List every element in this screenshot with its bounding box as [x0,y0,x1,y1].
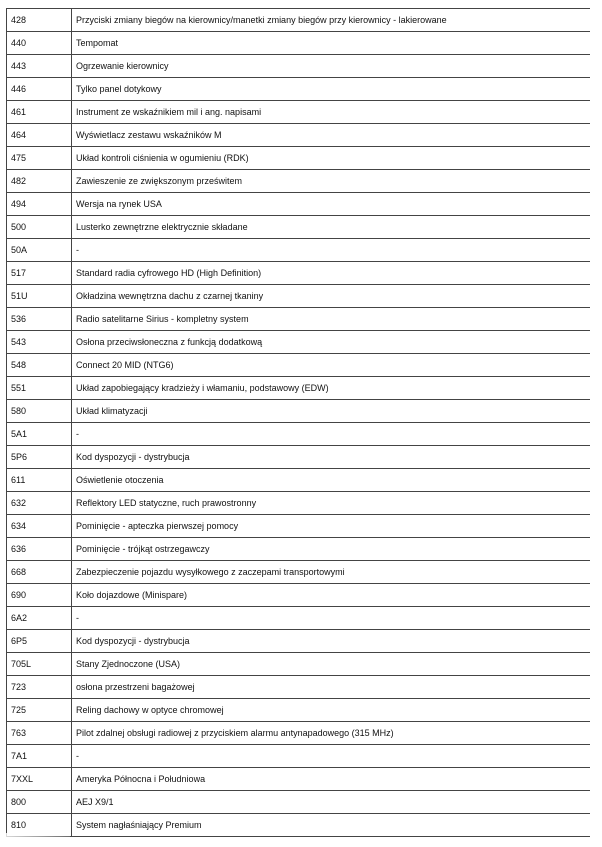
table-row [7,400,591,423]
option-code-cell: 517 [7,262,72,285]
option-code-cell: 536 [7,308,72,331]
table-row [7,584,591,607]
table-row [7,377,591,400]
option-description-cell: Układ zapobiegający kradzieży i włamaniu, podstawowy (EDW) [72,377,591,400]
table-row [7,814,591,837]
option-description-cell: Układ klimatyzacji [72,400,591,423]
option-code-cell: 705L [7,653,72,676]
option-code-cell: 5P6 [7,446,72,469]
table-row [7,9,591,32]
option-description-cell: Pominięcie - trójkąt ostrzegawczy [72,538,591,561]
option-description-cell: Okładzina wewnętrzna dachu z czarnej tkaniny [72,285,591,308]
option-description-cell: Przyciski zmiany biegów na kierownicy/manetki zmiany biegów przy kierownicy - lakierowane [72,9,591,32]
equipment-code-list [6,8,590,847]
option-description-cell: Osłona przeciwsłoneczna z funkcją dodatkową [72,331,591,354]
table-row [7,722,591,745]
table-row [7,170,591,193]
table-row [7,354,591,377]
option-description-cell: Tempomat [72,32,591,55]
option-code-cell: 763 [7,722,72,745]
table-row [7,124,591,147]
table-row [7,446,591,469]
option-description-cell: Kod dyspozycji - dystrybucja [72,630,591,653]
watermark-fade [0,833,70,847]
option-code-cell: 6A2 [7,607,72,630]
option-code-cell: 611 [7,469,72,492]
table-row [7,699,591,722]
option-description-cell: Lusterko zewnętrzne elektrycznie składane [72,216,591,239]
table-row [7,78,591,101]
option-description-cell: Wyświetlacz zestawu wskaźników M [72,124,591,147]
table-row [7,653,591,676]
option-description-cell: Connect 20 MID (NTG6) [72,354,591,377]
option-description-cell: Ameryka Północna i Południowa [72,768,591,791]
option-code-cell: 50A [7,239,72,262]
option-description-cell: Zawieszenie ze zwiększonym prześwitem [72,170,591,193]
table-row [7,630,591,653]
table-row [7,561,591,584]
table-row [7,55,591,78]
option-code-cell: 668 [7,561,72,584]
option-description-cell: - [72,745,591,768]
option-code-cell: 634 [7,515,72,538]
option-description-cell: Wersja na rynek USA [72,193,591,216]
table-row [7,791,591,814]
option-code-cell: 51U [7,285,72,308]
option-code-cell: 810 [7,814,72,837]
option-description-cell: Tylko panel dotykowy [72,78,591,101]
table-row [7,423,591,446]
option-description-cell: System nagłaśniający Premium [72,814,591,837]
table-row [7,492,591,515]
option-description-cell: - [72,423,591,446]
table-row [7,768,591,791]
option-code-cell: 636 [7,538,72,561]
table-row [7,538,591,561]
option-description-cell: Układ kontroli ciśnienia w ogumieniu (RDK) [72,147,591,170]
table-row [7,216,591,239]
option-description-cell: - [72,607,591,630]
table-row [7,676,591,699]
option-description-cell: Pominięcie - apteczka pierwszej pomocy [72,515,591,538]
option-code-cell: 725 [7,699,72,722]
option-description-cell: Oświetlenie otoczenia [72,469,591,492]
table-row [7,32,591,55]
option-code-cell: 464 [7,124,72,147]
option-code-cell: 632 [7,492,72,515]
table-row [7,745,591,768]
option-code-cell: 428 [7,9,72,32]
option-code-cell: 443 [7,55,72,78]
option-description-cell: Pilot zdalnej obsługi radiowej z przyciskiem alarmu antynapadowego (315 MHz) [72,722,591,745]
option-description-cell: Zabezpieczenie pojazdu wysyłkowego z zaczepami transportowymi [72,561,591,584]
option-code-cell: 7A1 [7,745,72,768]
option-code-cell: 461 [7,101,72,124]
option-code-cell: 494 [7,193,72,216]
option-description-cell: - [72,239,591,262]
option-code-cell: 5A1 [7,423,72,446]
option-code-cell: 7XXL [7,768,72,791]
table-row [7,262,591,285]
table-row [7,193,591,216]
table-row [7,308,591,331]
option-code-cell: 543 [7,331,72,354]
option-code-cell: 580 [7,400,72,423]
option-description-cell: Reflektory LED statyczne, ruch prawostronny [72,492,591,515]
option-code-cell: 551 [7,377,72,400]
option-code-cell: 440 [7,32,72,55]
option-code-cell: 6P5 [7,630,72,653]
option-code-cell: 800 [7,791,72,814]
option-code-cell: 446 [7,78,72,101]
table-row [7,515,591,538]
option-code-cell: 723 [7,676,72,699]
option-code-cell: 548 [7,354,72,377]
option-description-cell: Stany Zjednoczone (USA) [72,653,591,676]
option-code-cell: 475 [7,147,72,170]
table-row [7,239,591,262]
option-description-cell: Instrument ze wskaźnikiem mil i ang. napisami [72,101,591,124]
table-row [7,285,591,308]
option-description-cell: Standard radia cyfrowego HD (High Definition) [72,262,591,285]
option-description-cell: Kod dyspozycji - dystrybucja [72,446,591,469]
equipment-code-table [6,8,590,837]
option-description-cell: osłona przestrzeni bagażowej [72,676,591,699]
option-description-cell: Reling dachowy w optyce chromowej [72,699,591,722]
table-row [7,469,591,492]
option-code-cell: 482 [7,170,72,193]
option-description-cell: Ogrzewanie kierownicy [72,55,591,78]
option-description-cell: Radio satelitarne Sirius - kompletny system [72,308,591,331]
option-description-cell: AEJ X9/1 [72,791,591,814]
table-body [7,9,591,837]
table-row [7,101,591,124]
table-row [7,331,591,354]
table-row [7,147,591,170]
option-code-cell: 500 [7,216,72,239]
table-row [7,607,591,630]
option-code-cell: 690 [7,584,72,607]
option-description-cell: Koło dojazdowe (Minispare) [72,584,591,607]
